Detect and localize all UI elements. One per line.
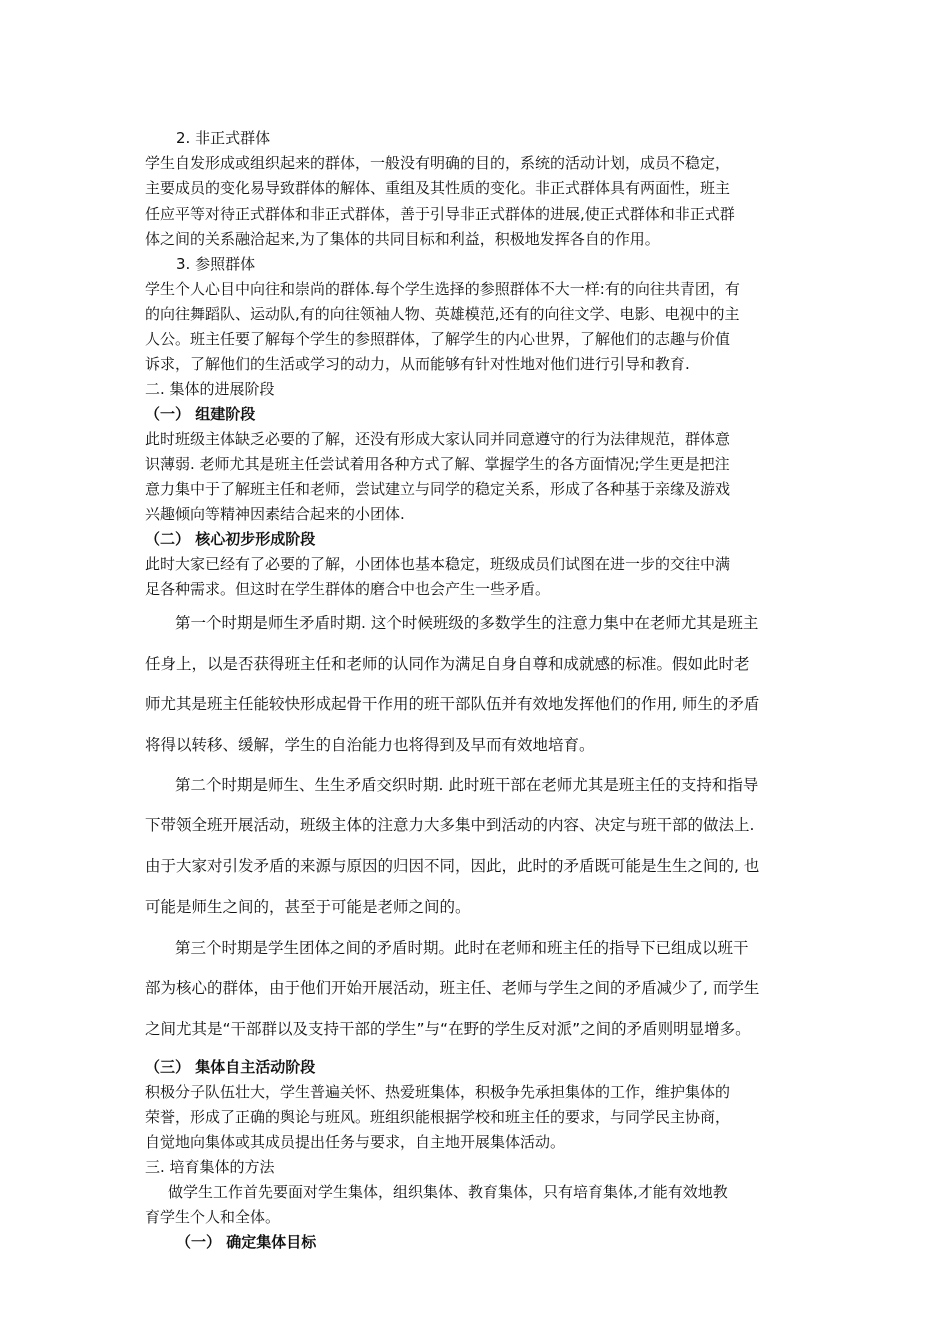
text-line: 积极分子队伍壮大，学生普遍关怀、热爱班集体，积极争先承担集体的工作，维护集体的 — [145, 1083, 731, 1101]
text-line: 学生自发形成或组织起来的群体，一般没有明确的目的，系统的活动计划，成员不稳定， — [145, 154, 731, 172]
text-line: 第一个时期是师生矛盾时期. 这个时候班级的多数学生的注意力集中在老师尤其是班主 — [175, 614, 759, 632]
text-line: 此时大家已经有了必要的了解，小团体也基本稳定，班级成员们试图在进一步的交往中满 — [145, 555, 731, 573]
text-line: 的向往舞蹈队、运动队,有的向往领袖人物、英雄模范,还有的向往文学、电影、电视中的主 — [145, 305, 740, 323]
text-line: 识薄弱. 老师尤其是班主任尝试着用各种方式了解、掌握学生的各方面情况;学生更是把注 — [145, 455, 730, 473]
text-line: 诉求，了解他们的生活或学习的动力，从而能够有针对性地对他们进行引导和教育. — [145, 355, 690, 373]
text-line: 主要成员的变化易导致群体的解体、重组及其性质的变化。非正式群体具有两面性，班主 — [145, 179, 731, 197]
heading-reference-group: 3. 参照群体 — [176, 255, 256, 273]
text-line: 学生个人心目中向往和崇尚的群体.每个学生选择的参照群体不大一样:有的向往共青团，有 — [145, 280, 740, 298]
text-line: 任身上，以是否获得班主任和老师的认同作为满足自身自尊和成就感的标准。假如此时老 — [145, 655, 750, 673]
text-line: 之间尤其是“干部群以及支持干部的学生”与“在野的学生反对派”之间的矛盾则明显增多。 — [145, 1020, 751, 1038]
text-line: 师尤其是班主任能较快形成起骨干作用的班干部队伍并有效地发挥他们的作用, 师生的矛盾 — [145, 695, 760, 713]
text-line: 做学生工作首先要面对学生集体，组织集体、教育集体，只有培育集体,才能有效地教 — [168, 1183, 728, 1201]
subheading-autonomy-stage: （三） 集体自主活动阶段 — [145, 1058, 316, 1076]
section-heading-3: 三. 培育集体的方法 — [145, 1158, 275, 1176]
text-line: 由于大家对引发矛盾的来源与原因的归因不同，因此，此时的矛盾既可能是生生之间的, 也 — [145, 857, 760, 875]
text-line: 第二个时期是师生、生生矛盾交织时期. 此时班干部在老师尤其是班主任的支持和指导 — [175, 776, 759, 794]
text-line: 荣誉，形成了正确的舆论与班风。班组织能根据学校和班主任的要求，与同学民主协商， — [145, 1108, 731, 1126]
text-line: 可能是师生之间的，甚至于可能是老师之间的。 — [145, 898, 471, 916]
text-line: 育学生个人和全体。 — [145, 1208, 281, 1226]
text-line: 下带领全班开展活动，班级主体的注意力大多集中到活动的内容、决定与班干部的做法上. — [145, 816, 755, 834]
text-line: 此时班级主体缺乏必要的了解，还没有形成大家认同并同意遵守的行为法律规范，群体意 — [145, 430, 731, 448]
text-line: 部为核心的群体，由于他们开始开展活动，班主任、老师与学生之间的矛盾减少了, 而学生 — [145, 979, 760, 997]
text-line: 兴趣倾向等精神因素结合起来的小团体. — [145, 505, 405, 523]
heading-informal-group: 2. 非正式群体 — [176, 129, 271, 147]
text-line: 足各种需求。但这时在学生群体的磨合中也会产生一些矛盾。 — [145, 580, 551, 598]
text-line: 将得以转移、缓解，学生的自治能力也将得到及早而有效地培育。 — [145, 736, 595, 754]
text-line: 任应平等对待正式群体和非正式群体，善于引导非正式群体的进展,使正式群体和非正式群 — [145, 205, 735, 223]
text-line: 自觉地向集体或其成员提出任务与要求，自主地开展集体活动。 — [145, 1133, 566, 1151]
text-line: 意力集中于了解班主任和老师，尝试建立与同学的稳定关系，形成了各种基于亲缘及游戏 — [145, 480, 731, 498]
section-heading-2: 二. 集体的进展阶段 — [145, 380, 275, 398]
subheading-formation-stage: （一） 组建阶段 — [145, 405, 256, 423]
text-line: 体之间的关系融洽起来,为了集体的共同目标和利益，积极地发挥各自的作用。 — [145, 230, 660, 248]
subheading-core-stage: （二） 核心初步形成阶段 — [145, 530, 316, 548]
text-line: 第三个时期是学生团体之间的矛盾时期。此时在老师和班主任的指导下已组成以班干 — [175, 939, 749, 957]
text-line: 人公。班主任要了解每个学生的参照群体，了解学生的内心世界，了解他们的志趣与价值 — [145, 330, 731, 348]
subheading-set-goal: （一） 确定集体目标 — [176, 1233, 317, 1251]
